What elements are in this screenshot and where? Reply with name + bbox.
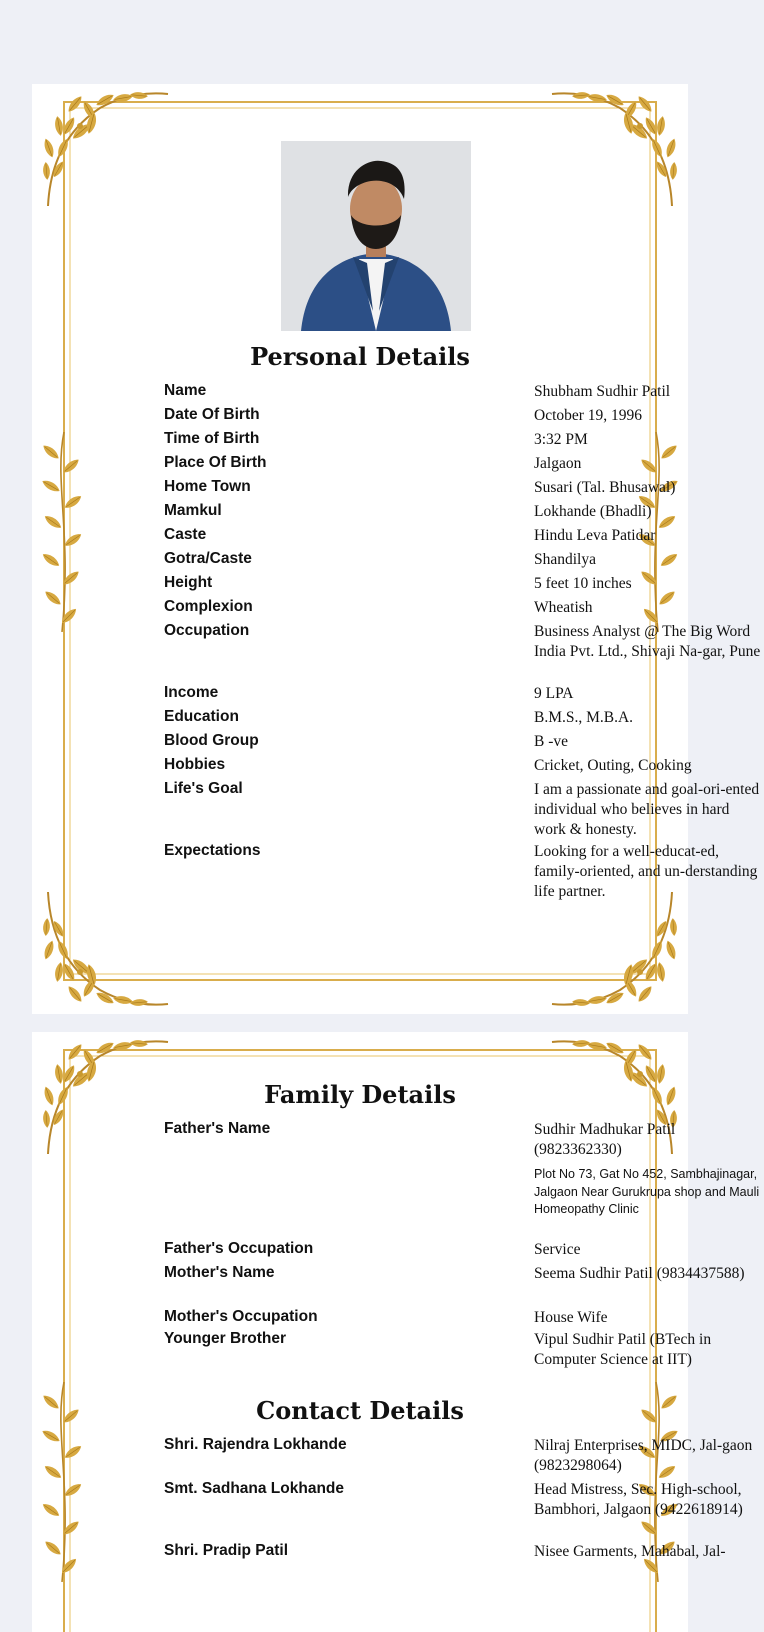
detail-label: Father's Name [164,1120,271,1137]
detail-label: Gotra/Caste [164,550,252,567]
detail-value: Wheatish [534,599,593,616]
contact-value: Nisee Garments, Mahabal, Jal- [534,1543,726,1560]
detail-label: Height [164,574,213,591]
detail-label: Expectations [164,842,261,859]
detail-value: Looking for a well-educat-ed, family-oriented, and un-derstanding life partner. [534,843,758,900]
detail-label: Father's Occupation [164,1240,314,1257]
biodata-page-personal [32,84,761,1014]
detail-value: 5 feet 10 inches [534,575,632,592]
detail-value: Business Analyst @ The Big Word India Pvt. Ltd., Shivaji Na-gar, Pune [534,623,761,660]
detail-value: October 19, 1996 [534,407,643,424]
detail-label: Hobbies [164,756,226,773]
detail-value: 9 LPA [534,685,574,702]
contact-details-title: Contact Details [256,1396,464,1425]
detail-value: Sudhir Madhukar Patil (9823362330) [534,1121,676,1158]
contact-value: Head Mistress, Sec. High-school, Bambhori, Jalgaon (9422618914) [534,1481,743,1518]
detail-label: Date Of Birth [164,406,260,423]
detail-label: Education [164,708,239,725]
contact-name: Smt. Sadhana Lokhande [164,1480,345,1497]
detail-label: Mother's Occupation [164,1308,318,1325]
detail-value: Cricket, Outing, Cooking [534,757,692,774]
detail-value: Jalgaon [534,455,582,472]
personal-details-title: Personal Details [250,342,470,371]
detail-value: Vipul Sudhir Patil (BTech in Computer Science at IIT) [534,1331,712,1368]
family-details-title: Family Details [264,1080,456,1109]
detail-label: Blood Group [164,732,259,749]
detail-value: Seema Sudhir Patil (9834437588) [534,1265,745,1282]
detail-label: Mamkul [164,502,222,519]
contact-value: Nilraj Enterprises, MIDC, Jal-gaon (9823298064) [534,1437,753,1474]
detail-value: I am a passionate and goal-ori-ented individual who believes in hard work & honesty. [534,781,760,838]
detail-label: Place Of Birth [164,454,267,471]
detail-label: Name [164,382,207,399]
detail-label: Complexion [164,598,253,615]
contact-name: Shri. Rajendra Lokhande [164,1436,347,1453]
detail-value: Lokhande (Bhadli) [534,503,652,520]
biodata-page-family [32,1032,760,1632]
detail-label: Caste [164,526,207,543]
detail-value: Hindu Leva Patidar [534,527,656,544]
detail-label: Life's Goal [164,780,243,797]
detail-value: Shandilya [534,551,596,568]
detail-label: Mother's Name [164,1264,275,1281]
detail-value: B.M.S., M.B.A. [534,709,634,726]
detail-value: B -ve [534,733,569,750]
profile-photo [281,141,471,331]
detail-value: House Wife [534,1309,608,1326]
detail-value: Susari (Tal. Bhusawal) [534,479,676,496]
address-text: Plot No 73, Gat No 452, Sambhajinagar, Jalgaon Near Gurukrupa shop and Mauli Homeopathy Clinic [534,1167,760,1216]
detail-label: Occupation [164,622,250,639]
detail-label: Time of Birth [164,430,260,447]
detail-label: Home Town [164,478,251,495]
detail-value: 3:32 PM [534,431,588,448]
detail-label: Younger Brother [164,1330,286,1347]
detail-label: Income [164,684,219,701]
contact-name: Shri. Pradip Patil [164,1542,289,1559]
detail-value: Shubham Sudhir Patil [534,383,671,400]
detail-value: Service [534,1241,581,1258]
